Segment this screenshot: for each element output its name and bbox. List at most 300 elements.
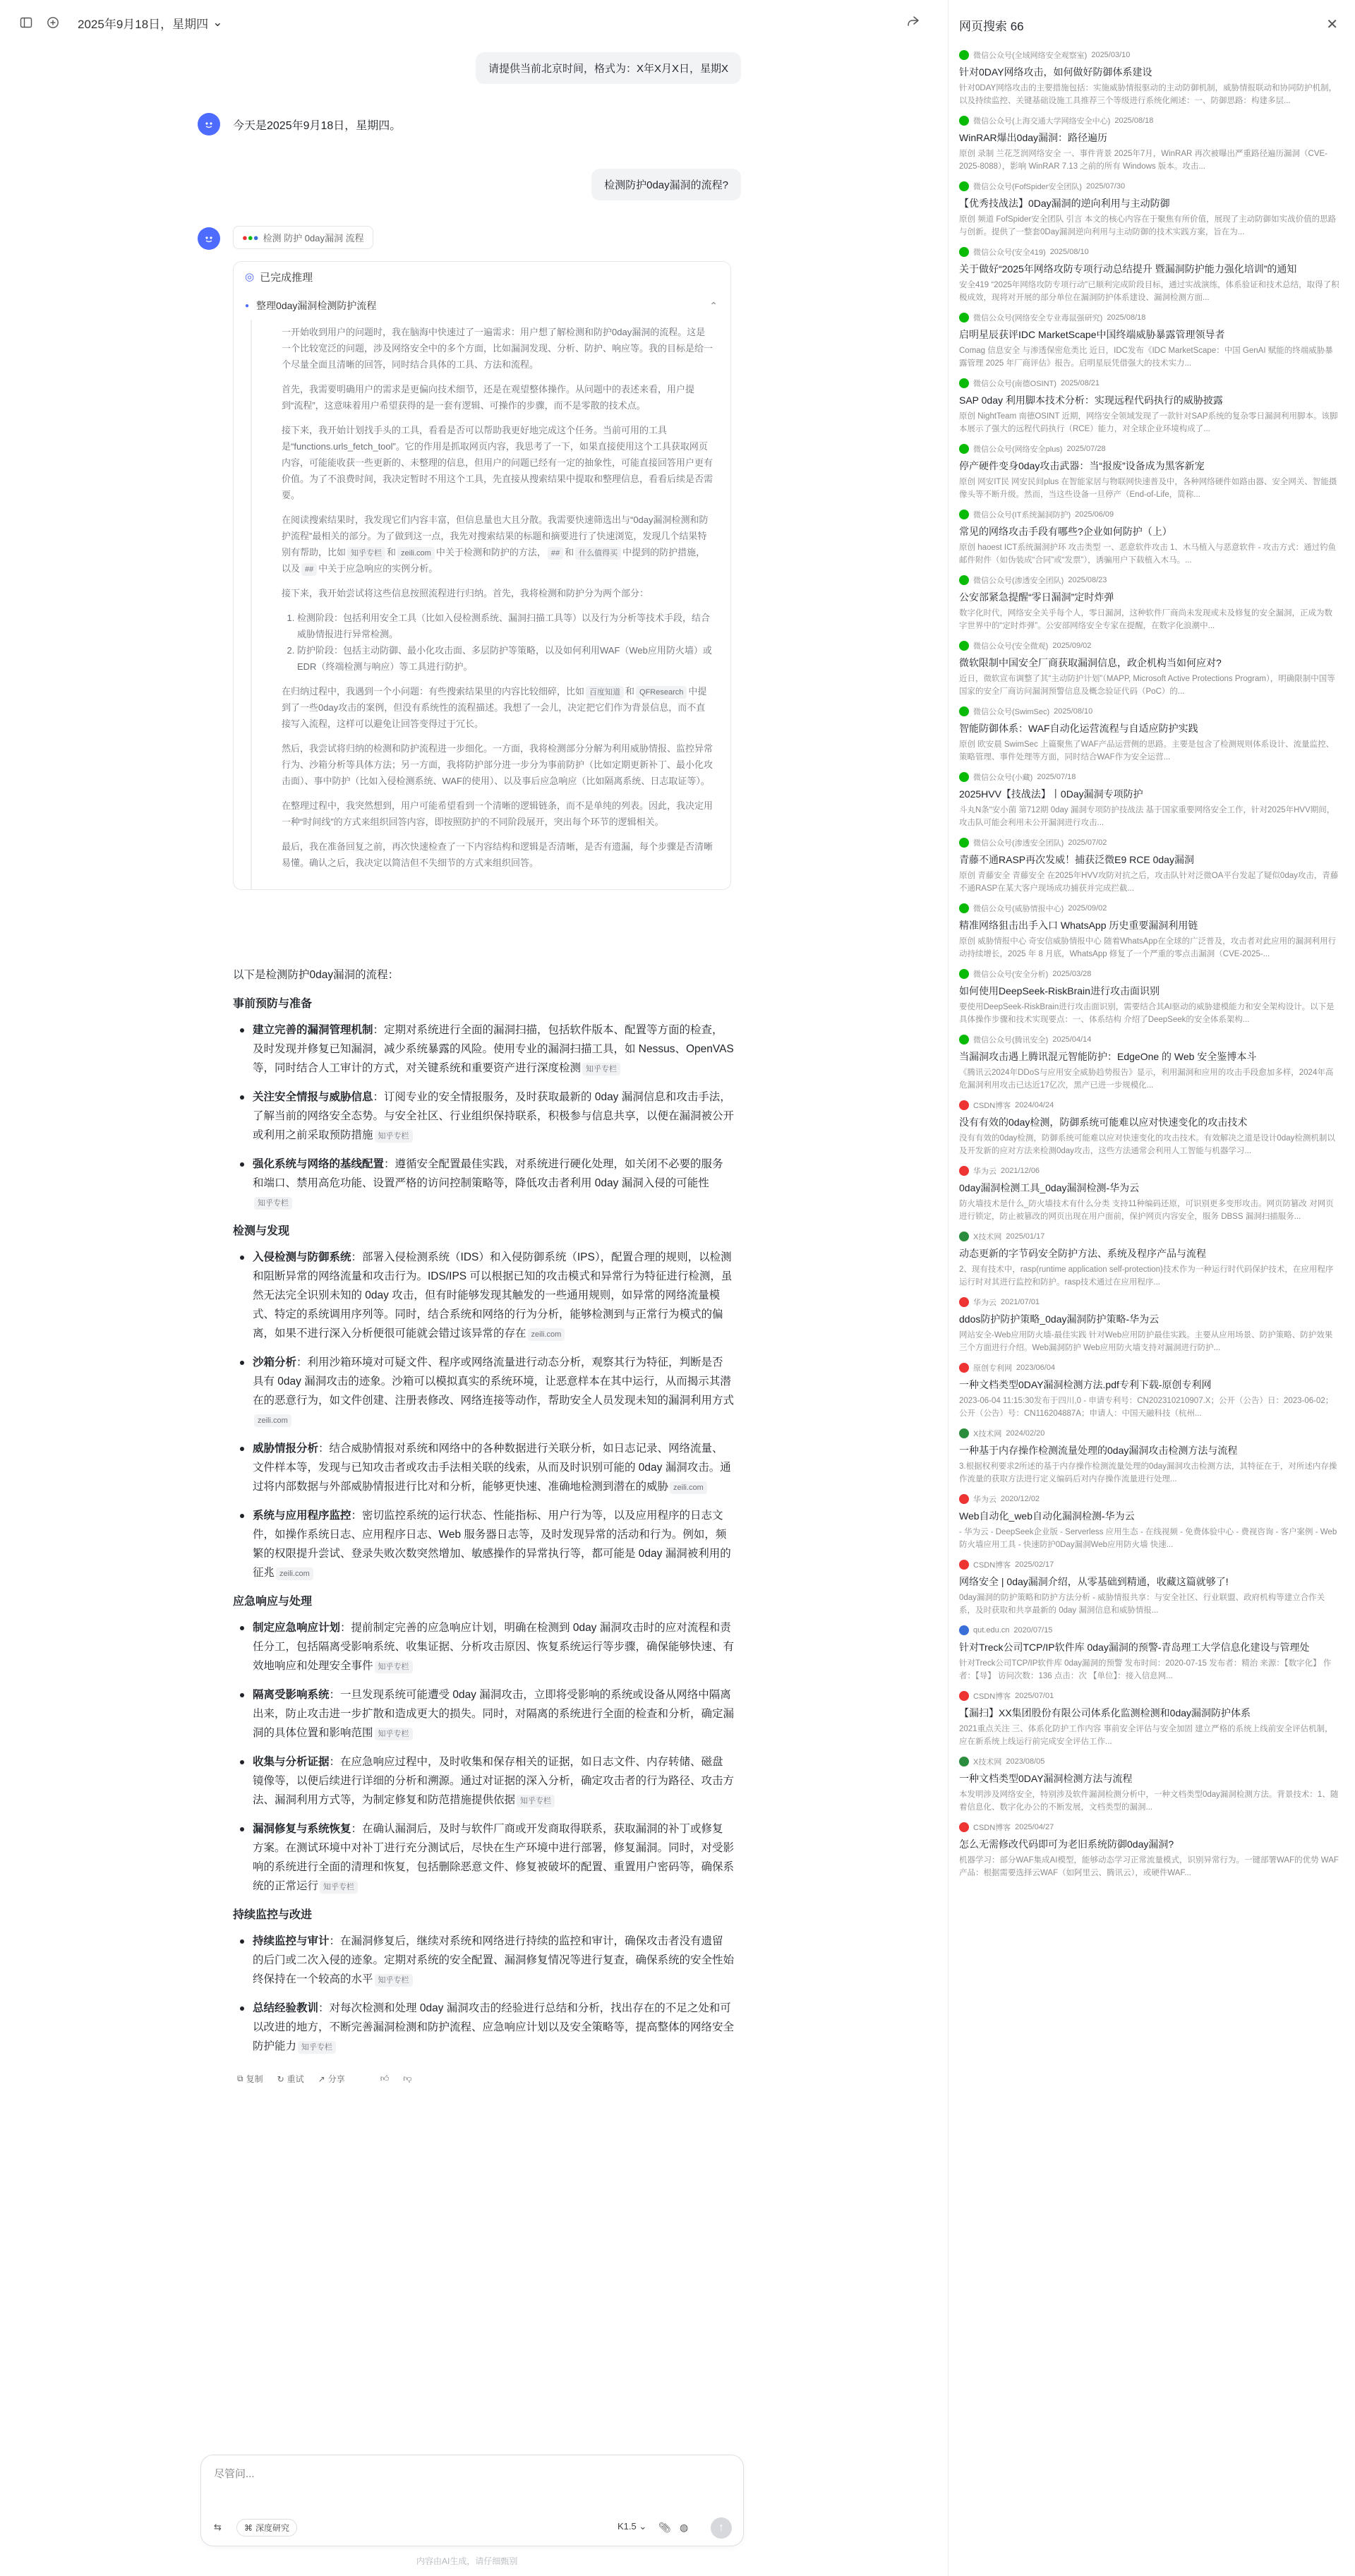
result-source: 华为云 [973, 1299, 996, 1307]
send-button[interactable] [711, 2517, 732, 2539]
result-snippet: 原创 威胁情报中心 奇安信威胁情报中心 随着WhatsApp在全球的广泛普及，攻击者对此应用的漏洞利用行动持续增长，2025 年 8 月底，WhatsApp 修复了一个严重的零点击漏洞（CVE-2025-... [959, 937, 1337, 958]
result-date: 2020/12/02 [1001, 1495, 1040, 1503]
source-icon [959, 1494, 969, 1504]
result-meta [959, 771, 1340, 783]
source-logos-icon: ●●● [242, 232, 259, 243]
citation-tag[interactable]: QFResearch [636, 686, 687, 699]
result-source: 微信公众号(FofSpider安全团队) [973, 183, 1083, 191]
search-result[interactable] [959, 640, 1340, 698]
result-snippet: 防火墙技术是什么_防火墙技术有什么分类 支持11种编码还原，可识别更多变形攻击。网页防篡改 对网页进行锁定，防止被篡改的网页出现在用户面前，保护网页内容安全，服务 DBSS 漏洞扫描服务... [959, 1200, 1334, 1221]
list-item [233, 1021, 734, 1078]
result-title[interactable]: Web自动化_web自动化漏洞检测-华为云 [959, 1510, 1135, 1522]
result-meta [959, 443, 1340, 455]
result-title[interactable]: 启明星辰获评IDC MarketScape中国终端威胁暴露管理领导者 [959, 329, 1225, 340]
sidebar-toggle-icon[interactable] [18, 15, 34, 30]
item-text: ：提前制定完善的应急响应计划，明确在检测到 0day 漏洞攻击时的应对流程和责任分工，包括隔离受影响系统、收集证据、分析攻击原因、恢复系统运行等步骤，确保能够快速、有效地响应和处理安全事件 [253, 1622, 735, 1672]
citation-tag[interactable]: 知乎专栏 [254, 1197, 292, 1210]
globe-icon[interactable]: ◍ [680, 2522, 689, 2533]
thinking-paragraph: 最后，我在准备回复之前，再次快速检查了一下内容结构和逻辑是否清晰，是否有遗漏，每个步骤是否清晰易懂。确认之后，我决定以简洁但不失细节的方式来组织回答。 [282, 841, 713, 868]
result-snippet: 安全419 “2025年网络攻防专项行动”已顺利完成阶段目标，通过实战演练，体系验证和技术总结，取得了积极成效，现将对开展的部分单位在漏洞防护体系建设、漏洞检测方面... [959, 281, 1339, 302]
citation-tag[interactable]: zeili.com [670, 1481, 707, 1494]
result-snippet: 本发明涉及网络安全，特别涉及软件漏洞检测分析中，一种文档类型0day漏洞检测方法。背景技术：1、随着信息化、数字化办公的不断发展，文档类型的漏洞... [959, 1790, 1339, 1812]
search-result[interactable] [959, 49, 1340, 107]
item-text: ：一旦发现系统可能遭受 0day 漏洞攻击，立即将受影响的系统或设备从网络中隔离出来，防止攻击进一步扩散和造成更大的损失。同时，对隔离的系统进行全面的检查和分析，确定漏洞的具体位置和影响范围 [253, 1689, 735, 1739]
result-snippet: 原创 青藤安全 青藤安全 在2025年HVV攻防对抗之后，攻击队针对泛微OA平台发起了疑似0day攻击，青藤不通RASP在某大客户现场成功捕获并完成拦截... [959, 872, 1339, 893]
thinking-body [251, 320, 730, 889]
result-date: 2025/09/02 [1068, 904, 1107, 913]
source-icon [959, 247, 969, 257]
result-title[interactable]: 网络安全 | 0day漏洞介绍，从零基础到精通，收藏这篇就够了! [959, 1576, 1229, 1587]
result-source: X技术网 [973, 1233, 1002, 1241]
result-source: CSDN博客 [973, 1102, 1011, 1110]
share-button[interactable] [318, 2073, 345, 2085]
source-icon [959, 181, 969, 191]
result-meta [959, 837, 1340, 848]
result-snippet: 0day漏洞的防护策略和防护方法分析 - 威胁情报共享：与安全社区、行业联盟、政府机构等建立合作关系，及时获取和共享最新的 0day 漏洞信息和威胁情报... [959, 1594, 1325, 1615]
result-title[interactable]: 青藤不通RASP再次发威！捕获泛微E9 RCE 0day漏洞 [959, 854, 1194, 865]
result-meta [959, 49, 1340, 61]
result-date: 2025/03/10 [1091, 51, 1131, 59]
result-snippet: 原创 haoest ICT系统漏洞护环 攻击类型 一、恶意软件攻击 1、木马植入与恶意软件 - 攻击方式：通过钓鱼邮件附件（如伪装成“合同”或“发票”），诱骗用户下载植入木马。... [959, 543, 1337, 565]
result-meta [959, 706, 1340, 717]
retry-label: 重试 [287, 2074, 304, 2084]
result-title[interactable]: 怎么无需修改代码即可为老旧系统防御0day漏洞? [959, 1838, 1174, 1850]
chat-title-text: 2025年9月18日，星期四 [78, 17, 209, 31]
item-term: 威胁情报分析 [253, 1443, 319, 1455]
attach-icon[interactable]: 📎︎ [658, 2522, 671, 2533]
list-item [233, 1618, 734, 1675]
result-snippet: 2、现有技术中，rasp(runtime application self-protection)技术作为一种运行时代码保护技术，在应用程序运行时对其进行监控和防护。rasp技术通过在应用程序... [959, 1265, 1334, 1287]
result-source: 微信公众号(网络安全专业毒鼠强研究) [973, 314, 1103, 323]
item-term: 漏洞修复与系统恢复 [253, 1823, 351, 1835]
result-meta [959, 1690, 1340, 1702]
result-title[interactable]: 常见的网络攻击手段有哪些?企业如何防护（上） [959, 526, 1172, 537]
search-result[interactable] [959, 1690, 1340, 1748]
thinking-list-item: 2. 防护阶段：包括主动防御、最小化攻击面、多层防护等策略，以及如何利用WAF（Web应用防火墙）或EDR（终端检测与响应）等工具进行防护。 [297, 642, 713, 675]
result-source: 微信公众号(安全微观) [973, 642, 1049, 651]
result-source: 原创专利网 [973, 1364, 1012, 1373]
search-chip-text: 检测 防护 0day漏洞 流程 [263, 233, 364, 243]
result-snippet: 2021重点关注 三、体系化防护工作内容 事前安全评估与安全加固 建立严格的系统上线前安全评估机制，应在新系统上线运行前完成安全评估工作... [959, 1725, 1333, 1746]
result-snippet: 没有有效的0day检测，防御系统可能难以应对快速变化的攻击技术。有效解决之道是设计0day检测机制以及开发新的应对方法来检测0day攻击，这些方法通常会利用人工智能与机器学习... [959, 1134, 1335, 1155]
search-result[interactable] [959, 1493, 1340, 1551]
result-title[interactable]: SAP 0day 利用脚本技术分析：实现远程代码执行的威胁披露 [959, 395, 1223, 406]
result-title[interactable]: 一种文档类型0DAY漏洞检测方法与流程 [959, 1773, 1133, 1784]
search-result[interactable] [959, 1296, 1340, 1354]
result-snippet: 斗丸N条“安小菌 第712期 0day 漏洞专项防护技战法 基于国家重要网络安全工作，针对2025年HVV期间，攻击队可能会利用未公开漏洞进行攻击... [959, 806, 1335, 827]
citation-tag[interactable]: 知乎专栏 [517, 1795, 555, 1807]
result-date: 2024/04/24 [1015, 1101, 1054, 1109]
result-date: 2025/07/28 [1066, 445, 1106, 453]
search-result[interactable] [959, 1100, 1340, 1157]
thinking-paragraph: 在整理过程中，我突然想到，用户可能希望看到一个清晰的逻辑链条，而不是单纯的列表。因此，我决定用一种“时间线”的方式来组织回答内容，即按照防护的不同阶段展开，突出每个环节的逻辑相关。 [282, 800, 713, 827]
source-icon [959, 641, 969, 651]
chat-title[interactable] [78, 14, 222, 32]
thinking-text: 在阅读搜索结果时，我发现它们内容丰富，但信息量也大且分散。我需要快速筛选出与“0day漏洞检测和防护流程”最相关的部分。为了做到这一点，我先对搜索结果的标题和摘要进行了快速浏览，发现几个结果特别有帮助，比如 [282, 514, 709, 558]
result-title[interactable]: 关于做好“2025年网络攻防专项行动总结提升 暨漏洞防护能力强化培训”的通知 [959, 263, 1297, 275]
top-bar [0, 0, 946, 45]
thinking-status-text: 已完成推理 [260, 271, 313, 284]
close-icon[interactable]: ✕ [1326, 17, 1338, 32]
composer [200, 2455, 744, 2546]
result-meta [959, 640, 1340, 651]
refresh-icon: ↻ [277, 2074, 284, 2084]
source-icon [959, 1100, 969, 1110]
result-date: 2023/06/04 [1016, 1364, 1056, 1372]
deep-research-label: 深度研究 [255, 2523, 290, 2533]
deep-research-icon: ⌘ [244, 2522, 253, 2533]
share-icon: ↗ [318, 2074, 325, 2084]
result-title[interactable]: 精准网络狙击出手入口 WhatsApp 历史重要漏洞利用链 [959, 920, 1198, 931]
source-icon [959, 1822, 969, 1832]
result-snippet: 要使用DeepSeek-RiskBrain进行攻击面识别，需要结合其AI驱动的威胁建模能力和安全架构设计。以下是具体操作步骤和技术实现要点：一、体系结构 介绍了DeepSeek的安全体系架构... [959, 1003, 1335, 1024]
result-meta [959, 1231, 1340, 1242]
answer-intro: 以下是检测防护0day漏洞的流程： [233, 969, 399, 981]
search-result[interactable] [959, 968, 1340, 1026]
result-title[interactable]: 停产硬件变身0day攻击武器：当“报废”设备成为黑客新宠 [959, 460, 1205, 471]
lightbulb-icon: ◎ [245, 271, 255, 283]
search-result[interactable] [959, 1231, 1340, 1289]
search-result[interactable] [959, 443, 1340, 501]
thinking-text: 中提到的防护措施，以及 [282, 547, 706, 574]
thinking-status[interactable] [234, 262, 730, 291]
item-text: ：在应急响应过程中，及时收集和保存相关的证据，如日志文件、内存转储、磁盘镜像等，以便后续进行详细的分析和溯源。通过对证据的深入分析，确定攻击者的行为路径、攻击方法、漏洞利用方式等，为制定修复和防范措施提供依据 [253, 1756, 735, 1806]
result-source: X技术网 [973, 1758, 1002, 1767]
result-title[interactable]: 【优秀技战法】0Day漏洞的逆向利用与主动防御 [959, 198, 1170, 209]
citation-tag[interactable]: 知乎专栏 [582, 1063, 620, 1076]
result-meta [959, 1822, 1340, 1833]
result-title[interactable]: 没有有效的0day检测，防御系统可能难以应对快速变化的攻击技术 [959, 1117, 1248, 1128]
panel-header [948, 0, 1355, 49]
source-icon [959, 838, 969, 848]
result-snippet: 原创 NightTeam 南德OSINT 近期，网络安全领域发现了一款针对SAP系统的复杂零日漏洞利用脚本。该脚本展示了强大的远程代码执行（RCE）能力，对全球企业环境构成了... [959, 412, 1338, 433]
result-title[interactable]: 针对Treck公司TCP/IP软件库 0day漏洞的预警-青岛理工大学信息化建设与管理处 [959, 1642, 1310, 1653]
source-icon [959, 1166, 969, 1176]
result-snippet: - 华为云 - DeepSeek企业版 - Serverless 应用生态 - 在线视频 - 免费体验中心 - 费视咨询 - 客户案例 - Web防火墙应用工具 - 快速防护0Day漏洞Web应用防火墙 快速... [959, 1528, 1337, 1549]
copy-label: 复制 [246, 2074, 263, 2084]
share-label: 分享 [327, 2074, 345, 2084]
message-actions [237, 2073, 411, 2085]
search-result[interactable] [959, 509, 1340, 567]
result-title[interactable]: WinRAR爆出0day漏洞：路径遍历 [959, 132, 1108, 143]
result-date: 2025/01/17 [1006, 1232, 1045, 1241]
item-term: 建立完善的漏洞管理机制 [253, 1024, 373, 1036]
search-result[interactable] [959, 837, 1340, 895]
citation-tag[interactable]: ## [548, 547, 563, 560]
copy-button[interactable] [237, 2073, 263, 2085]
thinking-text: 和 [565, 547, 574, 558]
search-result[interactable] [959, 706, 1340, 764]
bullet-list [233, 1248, 734, 1582]
search-chip[interactable] [233, 226, 373, 249]
search-result[interactable] [959, 1428, 1340, 1486]
thinking-text: 中关于应急响应的实例分析。 [318, 563, 438, 574]
search-result[interactable] [959, 771, 1340, 829]
result-date: 2025/08/23 [1068, 576, 1107, 584]
item-text: ：遵循安全配置最佳实践，对系统进行硬化处理，如关闭不必要的服务和端口、禁用高危功能、设置严格的访问控制策略等，降低攻击者利用 0day 漏洞入侵的可能性 [253, 1158, 723, 1189]
result-source: CSDN博客 [973, 1692, 1011, 1701]
result-title[interactable]: 公安部紧急提醒“零日漏洞”定时炸弹 [959, 591, 1114, 603]
result-title[interactable]: 针对0DAY网络攻击，如何做好防御体系建设 [959, 66, 1152, 78]
search-result[interactable] [959, 1756, 1340, 1814]
assistant-avatar [198, 227, 220, 250]
result-title[interactable]: 智能防御体系：WAF自动化运营流程与自适应防护实践 [959, 723, 1198, 734]
item-term: 强化系统与网络的基线配置 [253, 1158, 385, 1170]
result-meta [959, 1625, 1340, 1636]
bullet-list [233, 1618, 734, 1896]
item-term: 制定应急响应计划 [253, 1622, 341, 1634]
result-meta [959, 378, 1340, 389]
result-source: 华为云 [973, 1167, 996, 1176]
search-result[interactable] [959, 1034, 1340, 1092]
result-title[interactable]: 一种文档类型0DAY漏洞检测方法.pdf专利下载-原创专利网 [959, 1379, 1212, 1390]
result-date: 2025/08/18 [1114, 116, 1154, 125]
citation-tag[interactable]: 知乎专栏 [375, 1661, 413, 1673]
source-icon [959, 50, 969, 60]
copy-icon: ⧉ [237, 2074, 243, 2083]
citation-tag[interactable]: 知乎专栏 [347, 547, 385, 560]
source-icon [959, 1232, 969, 1241]
result-date: 2021/12/06 [1001, 1167, 1040, 1175]
section-heading: 事前预防与准备 [233, 998, 313, 1010]
result-snippet: 2023-06-04 11:15:30发布于四川,0 - 申请专利号：CN202310210907.X；公开（公告）日：2023-06-02；公开（公告）号：CN116204887A；申请人：中国天融科技（杭州... [959, 1397, 1334, 1418]
result-meta [959, 1034, 1340, 1045]
result-snippet: Comag 信息安全 与渗透保密危类比 近日，IDC发布《IDC MarketScape：中国 GenAI 赋能的终端威胁暴露管理 2025 年厂商评估》报告。启明星辰凭借强大的技术实力... [959, 347, 1333, 368]
result-source: 微信公众号(小藏) [973, 774, 1033, 782]
result-title[interactable]: 【漏扫】XX集团股份有限公司体系化监测检测和0day漏洞防护体系 [959, 1707, 1251, 1719]
source-icon [959, 1035, 969, 1045]
result-source: CSDN博客 [973, 1561, 1011, 1570]
citation-tag[interactable]: 知乎专栏 [375, 1728, 413, 1740]
citation-tag[interactable]: 百度知道 [586, 686, 624, 699]
settings-icon[interactable]: ⇆ [214, 2522, 222, 2532]
result-meta [959, 903, 1340, 914]
thinking-list-item: 1. 检测阶段：包括利用安全工具（比如入侵检测系统、漏洞扫描工具等）以及行为分析等技术手段，结合威胁情报进行异常检测。 [297, 610, 713, 642]
bullet-list [233, 1021, 734, 1212]
thumbs-down-icon[interactable]: 👎︎ [403, 2074, 412, 2083]
result-snippet: 原创 欧安晨 SwimSec 上篇聚焦了WAF产品运营侧的思路。主要是包含了检测规则体系设计、流量监控、策略管理、事件处理等方面，同时结合WAF作为安全运营... [959, 740, 1335, 762]
list-item [233, 1248, 734, 1343]
result-source: qut.edu.cn [973, 1626, 1010, 1635]
citation-tag[interactable]: 什么值得买 [575, 547, 621, 560]
result-snippet: 《腾讯云2024年DDoS与应用安全威胁趋势报告》显示，利用漏洞和应用的攻击手段愈加多样，2024年高危漏洞利用攻击已达近17亿次，黑产已进一步规模化... [959, 1069, 1334, 1090]
item-term: 隔离受影响系统 [253, 1689, 330, 1701]
list-item [233, 1439, 734, 1496]
search-result[interactable] [959, 574, 1340, 632]
arrow-up-icon: ↑ [718, 2522, 724, 2534]
result-snippet: 网站安全-Web应用防火墙-最佳实践 针对Web应用防护最佳实践。主要从应用场景、防护策略、防护效果三个方面进行介绍。Web漏洞防护 Web应用防火墙支持对漏洞进行防护... [959, 1331, 1333, 1352]
result-date: 2025/07/02 [1068, 838, 1107, 847]
item-text: ：结合威胁情报对系统和网络中的各种数据进行关联分析，如日志记录、网络流量、文件样本等，发现与已知攻击者或攻击手法相关联的线索，从而及时识别可能的 0day 漏洞攻击。通过将内部数据与外部威胁情报进行比对和分析，能够更快速、准确地检测到潜在的威胁 [253, 1443, 731, 1493]
thinking-panel [233, 261, 731, 890]
item-term: 沙箱分析 [253, 1356, 297, 1368]
citation-tag[interactable]: 知乎专栏 [375, 1974, 413, 1987]
deep-research-button[interactable] [236, 2519, 297, 2536]
result-date: 2025/08/10 [1049, 248, 1089, 256]
result-title[interactable]: 0day漏洞检测工具_0day漏洞检测-华为云 [959, 1182, 1140, 1193]
source-icon [959, 1691, 969, 1701]
thinking-paragraph: 首先，我需要明确用户的需求是更偏向技术细节，还是在观望整体操作。从问题中的表述来看，用户提到“流程”，这意味着用户希望获得的是一套有逻辑、可操作的步骤，而不是零散的技术点。 [282, 384, 695, 411]
result-meta [959, 1559, 1340, 1570]
result-source: 微信公众号(南德OSINT) [973, 380, 1056, 388]
result-date: 2025/08/10 [1054, 707, 1093, 716]
citation-tag[interactable]: 知乎专栏 [298, 2041, 336, 2054]
source-icon [959, 1363, 969, 1373]
search-result[interactable] [959, 1559, 1340, 1617]
item-text: ：利用沙箱环境对可疑文件、程序或网络流量进行动态分析，观察其行为特征，判断是否具有 0day 漏洞攻击的迹象。沙箱可以模拟真实的系统环境，让恶意样本在其中运行，从而揭示其潜在的恶意行为，如文件创建、注册表修改、网络连接等动作，帮助安全人员发现未知的漏洞利用方式 [253, 1356, 735, 1407]
user-message: 请提供当前北京时间，格式为：X年X月X日，星期X [476, 52, 741, 84]
source-icon [959, 313, 969, 323]
result-title[interactable]: 动态更新的字节码安全防护方法、系统及程序产品与流程 [959, 1248, 1206, 1259]
disclaimer: 内容由AI生成，请仔细甄别 [416, 2556, 518, 2566]
section-heading: 应急响应与处理 [233, 1596, 313, 1608]
search-result[interactable] [959, 312, 1340, 370]
result-source: 微信公众号(SwimSec) [973, 708, 1050, 716]
chevron-down-icon: ⌄ [212, 16, 223, 29]
source-icon [959, 706, 969, 716]
result-title[interactable]: 微软限制中国安全厂商获取漏洞信息，政企机构当如何应对? [959, 657, 1222, 668]
result-meta [959, 1362, 1340, 1373]
result-meta [959, 246, 1340, 258]
result-source: 微信公众号(威胁情报中心) [973, 905, 1064, 913]
item-term: 持续监控与审计 [253, 1935, 330, 1947]
result-date: 2025/07/30 [1086, 182, 1126, 191]
result-date: 2020/07/15 [1013, 1626, 1053, 1635]
result-source: CSDN博客 [973, 1824, 1011, 1832]
thinking-text: 在归纳过程中，我遇到一个小问题：有些搜索结果里的内容比较细碎，比如 [282, 686, 585, 697]
result-source: X技术网 [973, 1430, 1002, 1438]
citation-tag[interactable]: zeili.com [254, 1414, 291, 1427]
assistant-message: 今天是2025年9月18日，星期四。 [233, 120, 402, 132]
thinking-list [282, 610, 713, 675]
search-result[interactable] [959, 1625, 1340, 1683]
assistant-avatar [198, 113, 220, 136]
citation-tag[interactable]: zeili.com [397, 547, 435, 560]
list-item [233, 1752, 734, 1810]
list-item [233, 1088, 734, 1145]
thinking-step[interactable] [234, 291, 730, 320]
thinking-text: 和 [625, 686, 635, 697]
search-results-panel [948, 0, 1355, 2576]
search-result[interactable] [959, 181, 1340, 239]
result-date: 2025/07/18 [1037, 773, 1076, 781]
result-title[interactable]: 如何使用DeepSeek-RiskBrain进行攻击面识别 [959, 985, 1160, 997]
retry-button[interactable] [277, 2073, 304, 2085]
item-text: ：在确认漏洞后，及时与软件厂商或开发商取得联系，获取漏洞的补丁或修复方案。在测试环境中对补丁进行充分测试后，尽快在生产环境中进行部署，修复漏洞。同时，对受影响的系统进行全面的清理和恢复，包括删除恶意文件、修复被破坏的配置、重置用户密码等，确保系统的正常运行 [253, 1823, 735, 1892]
citation-tag[interactable]: zeili.com [276, 1567, 313, 1580]
item-text: ：在漏洞修复后，继续对系统和网络进行持续的监控和审计，确保攻击者没有遗留的后门或二次入侵的迹象。定期对系统的安全配置、漏洞修复情况等进行复查，确保系统的安全性始终保持在一个较高的水平 [253, 1935, 735, 1985]
search-result[interactable] [959, 1822, 1340, 1879]
source-icon [959, 969, 969, 979]
thinking-paragraph: 一开始收到用户的问题时，我在脑海中快速过了一遍需求：用户想了解检测和防护0day漏洞的流程。这是一个比较宽泛的问题，涉及网络安全中的多个方面，比如漏洞发现、分析、防护、响应等。我的目标是给一个尽量全面且清晰的回答，同时结合具体的工具、方法和流程。 [282, 327, 713, 370]
result-date: 2023/08/05 [1006, 1757, 1045, 1766]
citation-tag[interactable]: ## [301, 563, 317, 576]
source-icon [959, 378, 969, 388]
source-icon [959, 1625, 969, 1635]
result-snippet: 3.根据权利要求2所述的基于内存操作检测流量处理的0day漏洞攻击检测方法，其特征在于，对所述内存操作流量的获取方法进行定义编码后对内存操作流量进行处理... [959, 1462, 1337, 1483]
search-result[interactable] [959, 378, 1340, 435]
user-message: 检测防护0day漏洞的流程? [591, 169, 741, 200]
item-text: ：部署入侵检测系统（IDS）和入侵防御系统（IPS），配置合理的规则，以检测和阻断异常的网络流量和攻击行为。IDS/IPS 可以根据已知的攻击模式和异常行为特征进行检测，虽然无法完全识别未知的 0day 攻击，但有时能够发现其触发的一些通用规则，如异常的网络流量模式、特定的系统调用序列等。同时，结合系统和网络的行为分析，能够检测到与正常行为模式的偏离，如果不进行深入分析便很可能就会错过该异常的存在 [253, 1251, 733, 1340]
citation-tag[interactable]: 知乎专栏 [375, 1130, 413, 1143]
result-meta [959, 1493, 1340, 1505]
result-snippet: 原创 网安IT民 网安民间plus 在智能家居与物联网快速普及中，各种网络硬件如路由器、安全网关、智能摄像头等不断升级。然而，当这些设备一旦停产（End-of-Life，简称... [959, 478, 1337, 499]
result-source: 微信公众号(网络安全plus) [973, 445, 1063, 454]
list-item [233, 1353, 734, 1429]
source-icon [959, 1757, 969, 1767]
list-item [233, 1155, 734, 1212]
source-icon [959, 444, 969, 454]
source-icon [959, 116, 969, 126]
result-meta [959, 312, 1340, 323]
item-text: ：订阅专业的安全情报服务，及时获取最新的 0day 漏洞信息和攻击手法，了解当前的网络安全态势。与安全社区、行业组织保持联系，积极参与信息共享，以便在漏洞被公开或利用之前采取预防措施 [253, 1091, 735, 1141]
result-source: 微信公众号(IT系统漏洞防护) [973, 511, 1071, 519]
item-term: 系统与应用程序监控 [253, 1510, 351, 1522]
chevron-up-icon: ⌃ [709, 299, 718, 311]
result-snippet: 针对Treck公司TCP/IP软件库 0day漏洞的预警 发布时间：2020-07-15 发布者：精治 来源：【数字化】 作者：【导】 访问次数：136 点击：次 【单位】：接入信息网... [959, 1659, 1332, 1680]
panel-title: 网页搜索 66 [959, 19, 1024, 33]
result-meta [959, 1428, 1340, 1439]
thinking-text: 和 [387, 547, 397, 558]
item-text: ：密切监控系统的运行状态、性能指标、用户行为等，以及应用程序的日志文件，如操作系统日志、应用程序日志、Web 服务器日志等，及时发现异常的活动和行为。例如，频繁的权限提升尝试、登录失败次数突然增加、敏感操作的异常执行等，都可能是 0day 漏洞被利用的征兆 [253, 1510, 731, 1579]
result-date: 2025/08/18 [1107, 313, 1146, 322]
thinking-paragraph: 然后，我尝试将归纳的检测和防护流程进一步细化。一方面，我将检测部分分解为利用威胁情报、监控异常行为、沙箱分析等具体方法；另一方面，我将防护部分进一步分为事前防护（比如定期更新补丁、最小化攻击面）、事中防护（比如入侵检测系统、WAF的使用）、以及事后应急响应（比如隔离系统、日志取证等）。 [282, 743, 713, 786]
result-date: 2025/02/17 [1015, 1560, 1054, 1569]
item-term: 关注安全情报与威胁信息 [253, 1091, 373, 1103]
result-source: 微信公众号(全域网络安全观察室) [973, 52, 1088, 60]
search-result[interactable] [959, 1362, 1340, 1420]
result-title[interactable]: 当漏洞攻击遇上腾讯混元智能防护：EdgeOne 的 Web 安全鉴博本斗 [959, 1051, 1257, 1062]
answer-body [233, 965, 734, 2066]
result-snippet: 近日，微软宣布调整了其“主动防护计划”（MAPP, Microsoft Active Protections Program），明确限制中国等国家的安全厂商访问漏洞预警信息及概念验证代码（PoC）的... [959, 675, 1335, 696]
thumbs-up-icon[interactable]: 👍︎ [380, 2074, 390, 2083]
result-title[interactable]: ddos防护防护策略_0day漏洞防护策略-华为云 [959, 1313, 1160, 1325]
thinking-text: 中关于检测和防护的方法， [435, 547, 546, 558]
search-result[interactable] [959, 115, 1340, 173]
result-title[interactable]: 一种基于内存操作检测流量处理的0day漏洞攻击检测方法与流程 [959, 1445, 1238, 1456]
list-item [233, 1685, 734, 1743]
result-date: 2025/03/28 [1052, 970, 1092, 978]
result-title[interactable]: 2025HVV【技战法】丨0Day漏洞专项防护 [959, 788, 1143, 800]
item-term: 收集与分析证据 [253, 1756, 330, 1768]
source-icon [959, 903, 969, 913]
chat-input[interactable] [214, 2468, 722, 2480]
new-chat-icon[interactable] [45, 15, 61, 30]
citation-tag[interactable]: 知乎专栏 [320, 1881, 358, 1894]
section-heading: 持续监控与改进 [233, 1909, 313, 1921]
share-icon[interactable] [906, 14, 920, 32]
result-meta [959, 574, 1340, 586]
search-result[interactable] [959, 246, 1340, 304]
thinking-step-text: 整理0day漏洞检测防护流程 [256, 300, 377, 311]
bullet-list [233, 1932, 734, 2056]
result-source: 华为云 [973, 1495, 996, 1504]
result-snippet: 针对0DAY网络攻击的主要措施包括：实施威胁情报驱动的主动防御机制，威胁情报联动和协同防护机制，以及持续监控、关键基础设施工具推荐三个等级进行系统化阐述：一、防御思路：构建多层... [959, 84, 1337, 105]
source-icon [959, 510, 969, 519]
model-selector[interactable]: K1.5 ⌄ [618, 2521, 647, 2532]
search-result[interactable] [959, 903, 1340, 961]
search-result[interactable] [959, 1165, 1340, 1223]
result-source: 微信公众号(安全分析) [973, 970, 1049, 979]
thinking-text: 中提到了一些0day攻击的案例，但没有系统性的流程描述。我想了一会儿，决定把它们作为背景信息，而不直接写入流程，这样可以避免让回答变得过于冗长。 [282, 686, 707, 729]
result-snippet: 数字化时代，网络安全关乎每个人，零日漏洞，这种软件厂商尚未发现或未及修复的安全漏洞，正成为数字世界中的“定时炸弹”。公安部网络安全专家在提醒，在数字化浪潮中... [959, 609, 1332, 630]
result-meta [959, 115, 1340, 126]
result-date: 2024/02/20 [1006, 1429, 1045, 1438]
citation-tag[interactable]: zeili.com [528, 1328, 565, 1341]
model-label: K1.5 [618, 2521, 637, 2532]
result-meta [959, 1165, 1340, 1176]
result-snippet: 原创 频道 FofSpider安全团队 引言 本文的核心内容在于聚焦有所价值，展现了主动防御如实战价值的思路与创新。提供了一整套0Day漏洞逆向利用与主动防御的技术实践方案，旨在为... [959, 215, 1337, 236]
